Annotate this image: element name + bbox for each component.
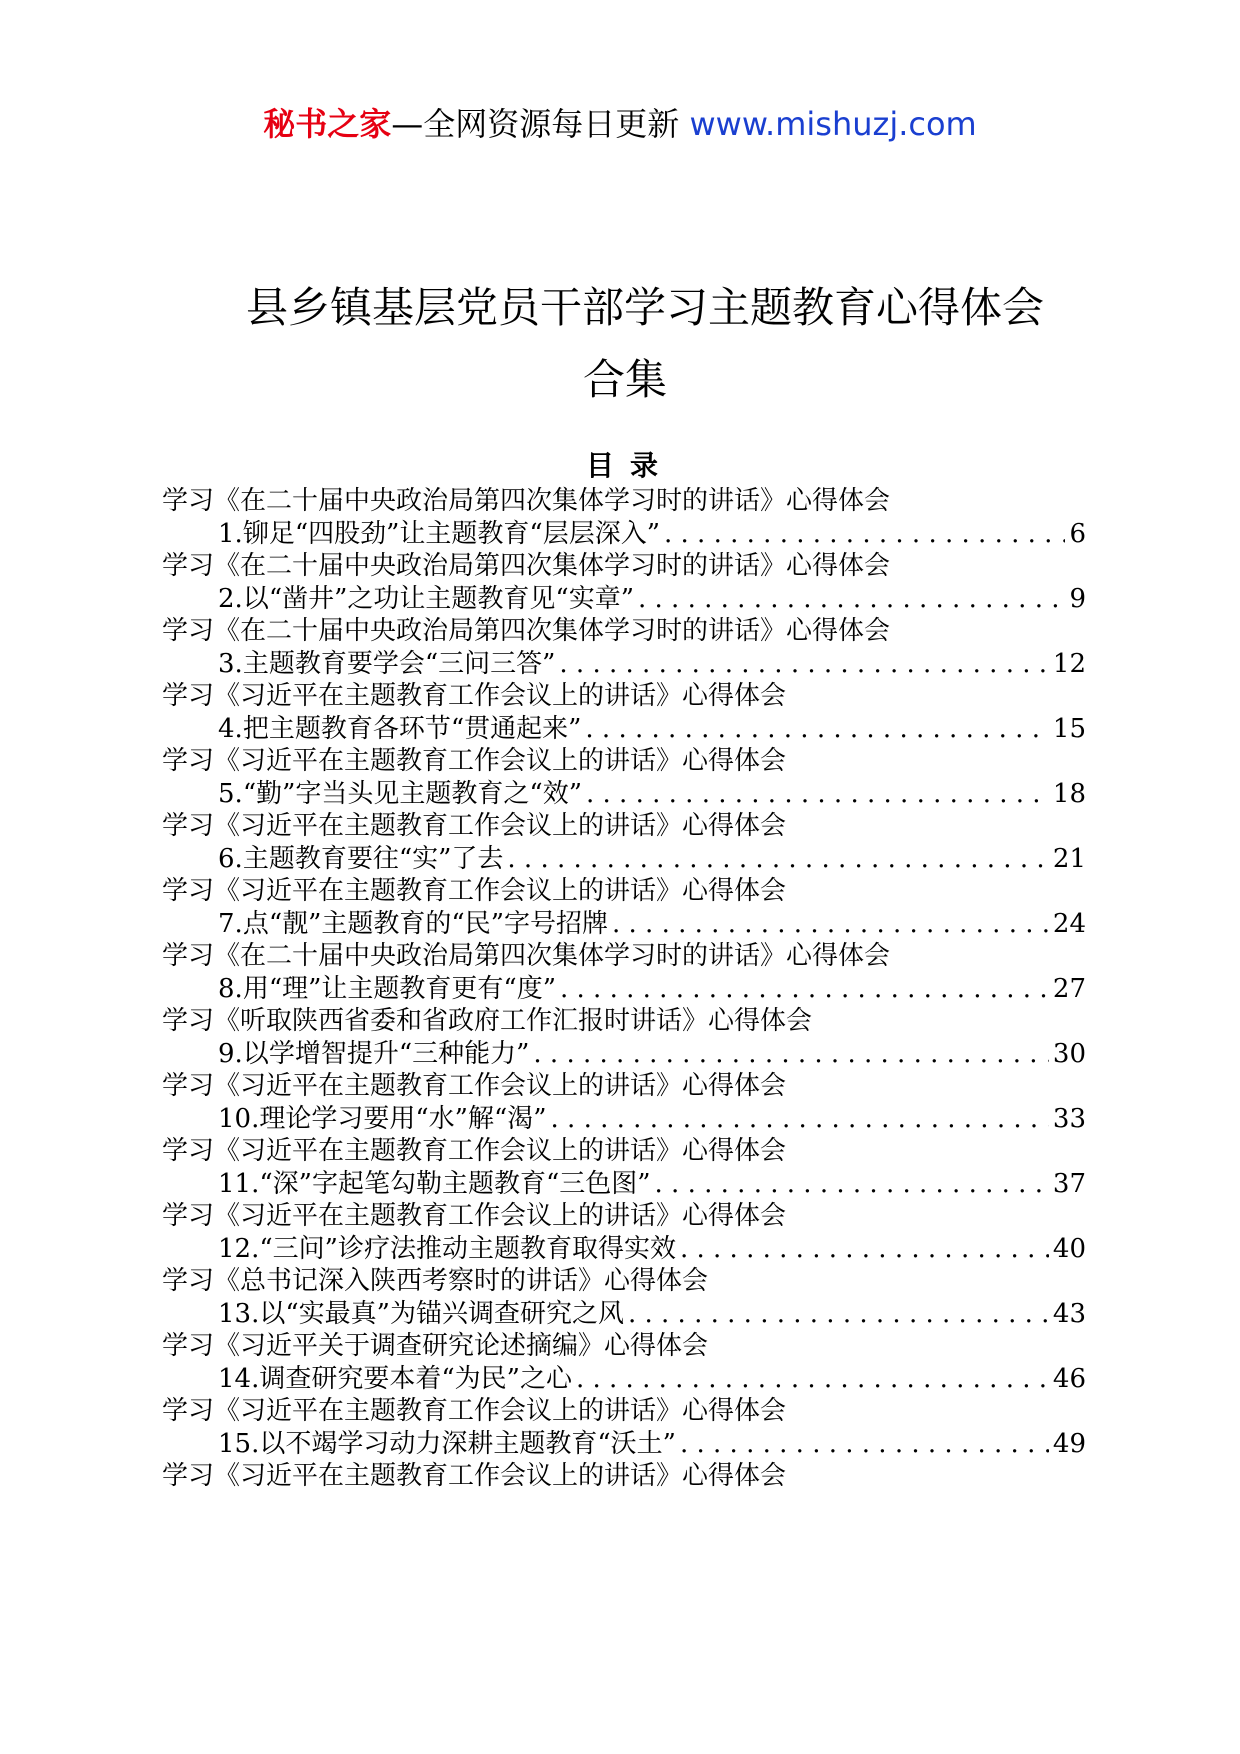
toc-dot-leader — [586, 778, 1049, 811]
toc-dot-leader — [680, 1428, 1049, 1461]
toc-source-line: 学习《习近平在主题教育工作会议上的讲话》心得体会 — [162, 876, 787, 906]
toc-entry-title: 主题教育要学会“三问三答” — [242, 648, 556, 679]
toc-source-line: 学习《总书记深入陕西考察时的讲话》心得体会 — [162, 1266, 709, 1296]
toc-entry-link[interactable] — [162, 1428, 1086, 1461]
toc-source-line: 学习《在二十届中央政治局第四次集体学习时的讲话》心得体会 — [162, 486, 891, 516]
toc-page-number: 27 — [1052, 973, 1086, 1004]
toc-entry-number: 8. — [218, 973, 243, 1004]
toc-entry-number: 14. — [218, 1363, 260, 1394]
toc-dot-leader — [638, 583, 1065, 616]
document-title-line2: 合集 — [582, 355, 667, 404]
toc-source-line: 学习《在二十届中央政治局第四次集体学习时的讲话》心得体会 — [162, 616, 891, 646]
toc-dot-leader — [507, 843, 1049, 876]
toc-entry-title: 用“理”让主题教育更有“度” — [242, 973, 556, 1004]
toc-entry-number: 1. — [218, 518, 243, 549]
toc-entry-link[interactable] — [162, 1103, 1086, 1136]
toc-page-number: 21 — [1052, 843, 1086, 874]
toc-entry-title: 铆足“四股劲”让主题教育“层层深入” — [242, 518, 660, 549]
toc-entry-title: 点“靓”主题教育的“民”字号招牌 — [242, 908, 608, 939]
toc-page-number: 37 — [1052, 1168, 1086, 1199]
toc-source-line: 学习《习近平在主题教育工作会议上的讲话》心得体会 — [162, 1461, 787, 1491]
toc-entry-number: 2. — [218, 583, 243, 614]
toc-entry-title: 以“凿井”之功让主题教育见“实章” — [242, 583, 634, 614]
toc-page-number: 9 — [1069, 583, 1086, 614]
toc-entry-number: 10. — [218, 1103, 260, 1134]
site-url-link[interactable]: www.mishuzj.com — [689, 105, 977, 143]
toc-page-number: 6 — [1069, 518, 1086, 549]
toc-entry-link[interactable] — [162, 1168, 1086, 1201]
toc-entry-title: 理论学习要用“水”解“渴” — [259, 1103, 547, 1134]
toc-page-number: 12 — [1052, 648, 1086, 679]
toc-dot-leader — [551, 1103, 1049, 1136]
toc-page-number: 15 — [1052, 713, 1086, 744]
toc-dot-leader — [576, 1363, 1049, 1396]
toc-entry-title: 主题教育要往“实”了去 — [242, 843, 504, 874]
toc-dot-leader — [585, 713, 1049, 746]
toc-entry-number: 9. — [218, 1038, 243, 1069]
toc-entry-title: “深”字起笔勾勒主题教育“三色图” — [259, 1168, 651, 1199]
toc-source-line: 学习《习近平在主题教育工作会议上的讲话》心得体会 — [162, 1201, 787, 1231]
toc-source-line: 学习《习近平在主题教育工作会议上的讲话》心得体会 — [162, 681, 787, 711]
toc-page-number: 33 — [1052, 1103, 1086, 1134]
toc-dot-leader — [655, 1168, 1049, 1201]
toc-entry-title: 以不竭学习动力深耕主题教育“沃土” — [259, 1428, 676, 1459]
toc-page-number: 18 — [1052, 778, 1086, 809]
toc-entry-link[interactable] — [162, 1233, 1086, 1266]
toc-dot-leader — [628, 1298, 1049, 1331]
toc-entry-title: “三问”诊疗法推动主题教育取得实效 — [259, 1233, 676, 1264]
site-header — [0, 104, 1240, 144]
toc-dot-leader — [664, 518, 1065, 551]
toc-page-number: 30 — [1052, 1038, 1086, 1069]
toc-dot-leader — [533, 1038, 1049, 1071]
toc-source-line: 学习《习近平在主题教育工作会议上的讲话》心得体会 — [162, 1136, 787, 1166]
toc-source-line: 学习《习近平在主题教育工作会议上的讲话》心得体会 — [162, 1396, 787, 1426]
toc-entry-link[interactable] — [162, 1298, 1086, 1331]
toc-source-line: 学习《听取陕西省委和省政府工作汇报时讲话》心得体会 — [162, 1006, 813, 1036]
toc-source-line: 学习《习近平关于调查研究论述摘编》心得体会 — [162, 1331, 709, 1361]
toc-entry-title: 调查研究要本着“为民”之心 — [259, 1363, 572, 1394]
toc-entry-link[interactable] — [162, 518, 1086, 551]
toc-entry-title: 把主题教育各环节“贯通起来” — [242, 713, 582, 744]
toc-entry-number: 6. — [218, 843, 243, 874]
toc-source-line: 学习《习近平在主题教育工作会议上的讲话》心得体会 — [162, 811, 787, 841]
toc-entry-link[interactable] — [162, 908, 1086, 941]
toc-source-line: 学习《在二十届中央政治局第四次集体学习时的讲话》心得体会 — [162, 941, 891, 971]
toc-page-number: 43 — [1052, 1298, 1086, 1329]
toc-page-number: 40 — [1052, 1233, 1086, 1264]
toc-entry-number: 13. — [218, 1298, 260, 1329]
toc-entry-link[interactable] — [162, 1038, 1086, 1071]
toc-page-number: 24 — [1052, 908, 1086, 939]
toc-entry-title: 以“实最真”为锚兴调查研究之风 — [259, 1298, 624, 1329]
toc-entry-number: 12. — [218, 1233, 260, 1264]
toc-page-number: 49 — [1052, 1428, 1086, 1459]
toc-entry-number: 15. — [218, 1428, 260, 1459]
toc-entry-link[interactable] — [162, 1363, 1086, 1396]
brand-name: 秘书之家 — [263, 105, 392, 143]
toc-dot-leader — [560, 973, 1049, 1006]
toc-entry-link[interactable] — [162, 973, 1086, 1006]
toc-entry-number: 7. — [218, 908, 243, 939]
toc-source-line: 学习《习近平在主题教育工作会议上的讲话》心得体会 — [162, 746, 787, 776]
toc-entry-number: 3. — [218, 648, 243, 679]
toc-entry-link[interactable] — [162, 648, 1086, 681]
toc-entry-title: “勤”字当头见主题教育之“效” — [242, 778, 582, 809]
toc-entry-number: 11. — [218, 1168, 260, 1199]
toc-dot-leader — [612, 908, 1049, 941]
document-title: 县乡镇基层党员干部学习主题教育心得体会 — [245, 283, 1044, 332]
toc-entry-link[interactable] — [162, 713, 1086, 746]
toc-heading: 目录 — [585, 449, 674, 482]
toc-entry-link[interactable] — [162, 583, 1086, 616]
toc-dot-leader — [680, 1233, 1049, 1266]
table-of-contents — [162, 485, 1086, 1493]
header-slogan: —全网资源每日更新 — [391, 105, 690, 143]
toc-entry-number: 5. — [218, 778, 243, 809]
toc-source-line: 学习《在二十届中央政治局第四次集体学习时的讲话》心得体会 — [162, 551, 891, 581]
toc-page-number: 46 — [1052, 1363, 1086, 1394]
toc-dot-leader — [559, 648, 1049, 681]
toc-entry-number: 4. — [218, 713, 243, 744]
toc-source-line: 学习《习近平在主题教育工作会议上的讲话》心得体会 — [162, 1071, 787, 1101]
toc-entry-link[interactable] — [162, 778, 1086, 811]
toc-entry-link[interactable] — [162, 843, 1086, 876]
toc-entry-title: 以学增智提升“三种能力” — [242, 1038, 530, 1069]
